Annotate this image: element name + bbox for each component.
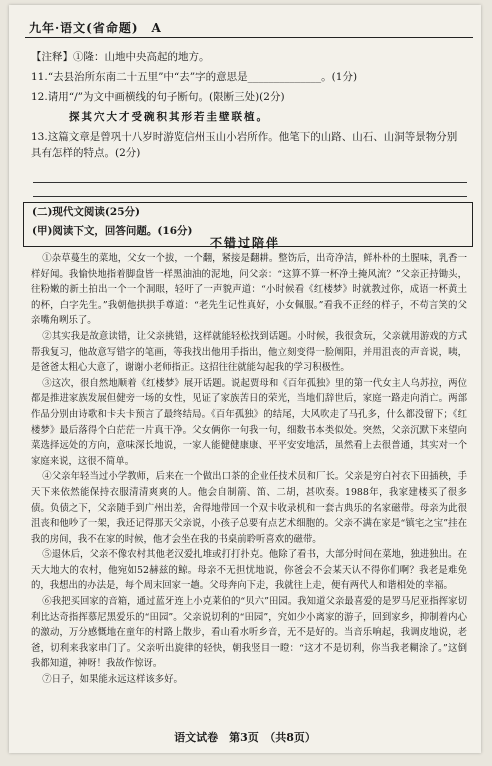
paragraph: ⑦日子，如果能永远这样该多好。 (42, 674, 183, 686)
paragraph: ⑥我把买回家的音箱，通过蓝牙连上小克莱伯的“贝六”田园。我知道父亲最喜爱的是罗马尼亚指挥家切利比达奇指挥慕尼黑爱乐的“田园”。父亲说切利的“田园”，究如少小离家的游子，回到家乡，抑制着内心的激动，万分感慨地在童年的村路上散步，看山看水听乡音，无不是好的。当音乐响起，我调皮地说，老爸，切利来我家串门了。父亲听出旋律的轻快，朝我竖目一瞪：“这才不是切利，你当我老糊涂了。”这倒我都知道，神呀！我故作惊讶。 (31, 596, 467, 670)
page-header: 九年·语文(省命题) A (29, 21, 162, 35)
paragraph: ⑤退休后，父亲不像农村其他老汉爱扎堆或打打扑克。他除了看书，大部分时间在菜地，独进独出。在天大地大的农村，他宛如52赫兹的鲸。母亲不无担忧地说，你爸会不会某天认不得你们啊？我老是难免的，我想出的办法是，每个周末回家一趟。父母奔向下走，我就往上走，便有两代人和谐相处的幸福。 (31, 549, 467, 592)
paragraph: ①杂草蔓生的菜地，父女一个拔，一个翻，紧接是翻耕。整饬后，出奇净洁，鲜朴朴的土腥味，乳香一样好闻。我愉快地指着脚盘皆一样黑油油的泥地，问父亲：“这算不算一杯净土掩风流？”父亲正持锄头，往粉嫩的新土拍出一个一个洞眼，轻吁了一声貌声道：“小时候看《红楼梦》时就教过你，成语一杯黄土的杯，白字先生。”我朝他拱拱手尊道：“老先生记性真好，小女佩服。”看我不正经的样子，不苟言笑的父亲嘴角咧乐了。 (31, 253, 467, 327)
page-footer: 语文试卷 第3页 （共8页） (174, 731, 316, 744)
question-11: 11.“去县治所东南二十五里”中“去”字的意思是______________。(1分) (31, 71, 358, 83)
question-12-sentence: 探其穴大才受碗积其形若圭壁联植。 (69, 111, 269, 123)
question-13: 13.这篇文章是曾巩十八岁时游览信州玉山小岩所作。他笔下的山路、山石、山洞等景物分别具有怎样的特点。(2分) (31, 131, 458, 159)
article-title: 不错过陪伴 (209, 236, 280, 250)
question-12: 12.请用“/”为文中画横线的句子断句。(限断三处)(2分) (31, 91, 285, 103)
answer-line (33, 182, 467, 183)
paragraph: ④父亲年轻当过小学教师，后来在一个做出口茶的企业任技术员和厂长。父亲是穷白衬衣下田插秧，手天下来依然能保持衣服清清爽爽的人。他会自制箭、笛、二胡，甚吹奏。1988年，我家建楼买了很多债。负债之下，父亲随手到广州出差，舍得地带回一个双卡收录机和一套古典乐的名家磁带。母亲为此很沮丧和他吵了一架，我还记得那天父亲说，小孩子总要有点艺术细胞的。父亲不满在家是“镇宅之宝”挂在我的房间，我不在家的时候，他才会坐在我的书桌前聆听喜欢的磁带。 (31, 471, 467, 545)
annotation-note: 【注释】①隆：山地中央高起的地方。 (31, 51, 210, 63)
article-body (31, 251, 467, 688)
header-rule (25, 37, 473, 38)
paragraph: ②其实我是故意读错，让父亲挑错，这样就能轻松找到话题。小时候，我很贪玩，父亲就用游戏的方式帮我复习，他故意写错字的笔画，等我找出他用手指出，他立刻变得一脸阐阳，并用沮丧的声音说，咦，是爸爸太粗心大意了，谢谢小老师指正。这招往往就能勾起我的学习积极性。 (31, 330, 467, 374)
exam-page (9, 5, 481, 753)
section-2-subheading: (甲)阅读下文，回答问题。(16分) (32, 225, 193, 237)
paragraph: ③这次，很自然地顺着《红楼梦》展开话题。说起贾母和《百年孤独》里的第一代女主人乌苏拉，两位都是推进家族发展但健旁一场的女性，见证了家族苦日的荣光，当地们辞世后，家庭一路走向消亡。两部作品分别由诗歌和卡夫卡预言了最终结局。《百年孤独》的结尾，大风吹走了马孔多，什么都没留下；《红楼梦》最后落得个白茫茫一片真干净。父女俩你一句我一句，细数书本类似处。突然，父亲沉默下来望向菜选择远处的方向，意味深长地说，一家人能健健康康、平平安安地活，虽然看上去很普通，其实对一个家庭来说，这很不简单。 (31, 377, 467, 467)
section-2-heading: (二)现代文阅读(25分) (32, 206, 140, 218)
answer-line (33, 196, 467, 197)
